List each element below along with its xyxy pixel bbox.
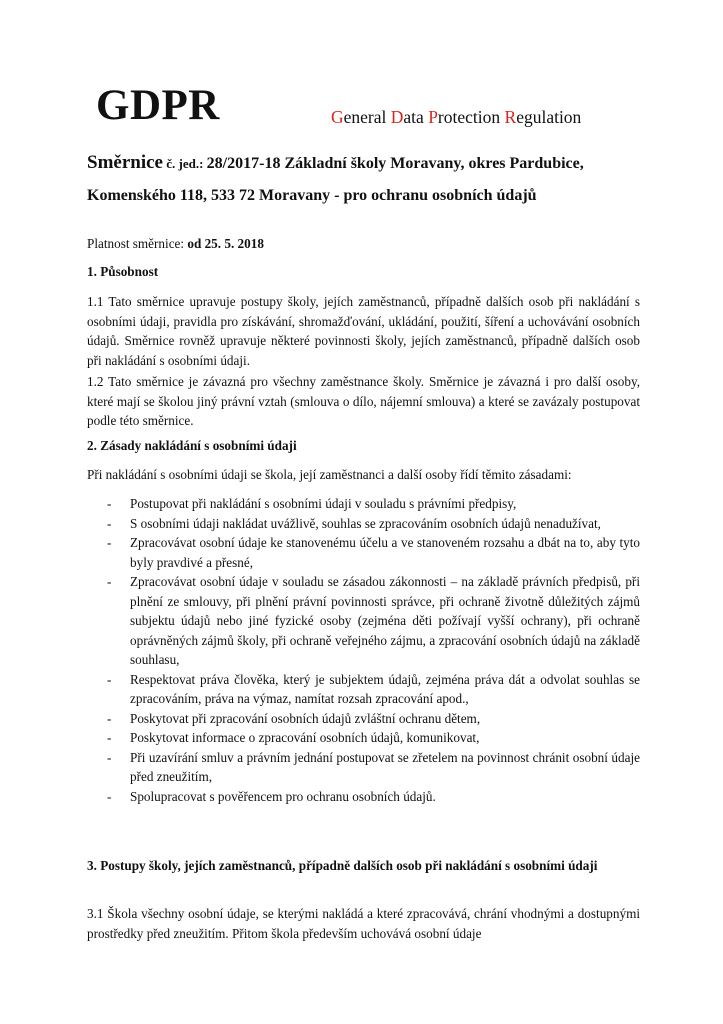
section-2-heading: 2. Zásady nakládání s osobními údaji	[87, 438, 297, 453]
title-word: Směrnice	[87, 152, 163, 173]
list-item: - Zpracovávat osobní údaje v souladu se zásadou zákonnosti – na základě právních předpisů, při plnění ze smlouvy, při plnění právní povinnosti správce, při ochraně životně důležitých zájmů subjektu údajů nebo jiné fyzické osoby (zejména děti požívají vyšší ochrany), při ochraně oprávněných zájmů školy, při ochraně veřejného zájmu, a zpracování osobních údajů na základě souhlasu,	[107, 574, 640, 667]
initial-r: R	[504, 107, 517, 127]
list-item: - Postupovat při nakládání s osobními údaji v souladu s právními předpisy,	[107, 496, 517, 511]
gdpr-full-name: General Data Protection Regulation	[331, 107, 582, 127]
initial-g: G	[331, 107, 344, 127]
initial-p: P	[428, 107, 438, 127]
list-item: - S osobními údaji nakládat uvážlivě, souhlas se zpracováním osobních údajů nenadužívat,	[107, 515, 601, 531]
document-title-line-1	[87, 153, 640, 172]
list-item: - Zpracovávat osobní údaje ke stanovenému účelu a ve stanoveném rozsahu a dbát na to, aby tyto byly pravdivé a přesné,	[107, 535, 640, 570]
title-ref-rest: 28/2017-18 Základní školy Moravany, okres Pardubice,	[206, 155, 584, 172]
section-1-paragraph-1: 1.1 Tato směrnice upravuje postupy školy, jejích zaměstnanců, případně dalších osob při nakládání s osobními údaji, pravidla pro získávání, shromažďování, ukládání, použití, šíření a uchovávání osobních údajů. Směrnice rovněž upravuje některé povinnosti školy, jejích zaměstnanců, případně dalších osob při nakládání s osobními údaji.	[87, 294, 640, 368]
list-item: - Respektovat práva člověka, který je subjektem údajů, zejména práva dát a odvolat souhlas se zpracováním, práva na výmaz, namítat rozsah zpracování apod.,	[107, 671, 640, 706]
validity-line	[87, 234, 640, 254]
initial-d: D	[390, 107, 404, 127]
list-item: - Spolupracovat s pověřencem pro ochranu osobních údajů.	[107, 788, 436, 804]
title-ref-label: č. jed.:	[162, 156, 207, 171]
validity-label: Platnost směrnice:	[87, 236, 188, 251]
list-item: - Poskytovat informace o zpracování osobních údajů, komunikovat,	[107, 730, 480, 745]
section-2-intro: Při nakládání s osobními údaji se škola, její zaměstnanci a další osoby řídí těmito zásadami:	[87, 467, 572, 482]
gdpr-logo: GDPR	[96, 82, 220, 129]
validity-value: od 25. 5. 2018	[187, 236, 264, 251]
section-3-paragraph-1: 3.1 Škola všechny osobní údaje, se kterými nakládá a které zpracovává, chrání vhodnými a dostupnými prostředky před zneužitím. Přitom škola především uchovává osobní údaje	[87, 906, 640, 941]
principles-list	[87, 494, 640, 806]
list-item: - Poskytovat při zpracování osobních údajů zvláštní ochranu dětem,	[107, 710, 481, 726]
section-1-heading: 1. Působnost	[87, 264, 159, 279]
section-3-heading: 3. Postupy školy, jejích zaměstnanců, případně dalších osob při nakládání s osobními údaji	[87, 858, 598, 873]
section-1-paragraph-2: 1.2 Tato směrnice je závazná pro všechny zaměstnance školy. Směrnice je závazná i pro další osoby, které mají se školou jiný právní vztah (smlouva o dílo, nájemní smlouva) a které se zavázaly postupovat podle této směrnice.	[87, 374, 640, 428]
document-title-line-2: Komenského 118, 533 72 Moravany - pro ochranu osobních údajů	[87, 187, 537, 204]
list-item: - Při uzavírání smluv a právním jednání postupovat se zřetelem na povinnost chránit osobní údaje před zneužitím,	[107, 749, 640, 784]
